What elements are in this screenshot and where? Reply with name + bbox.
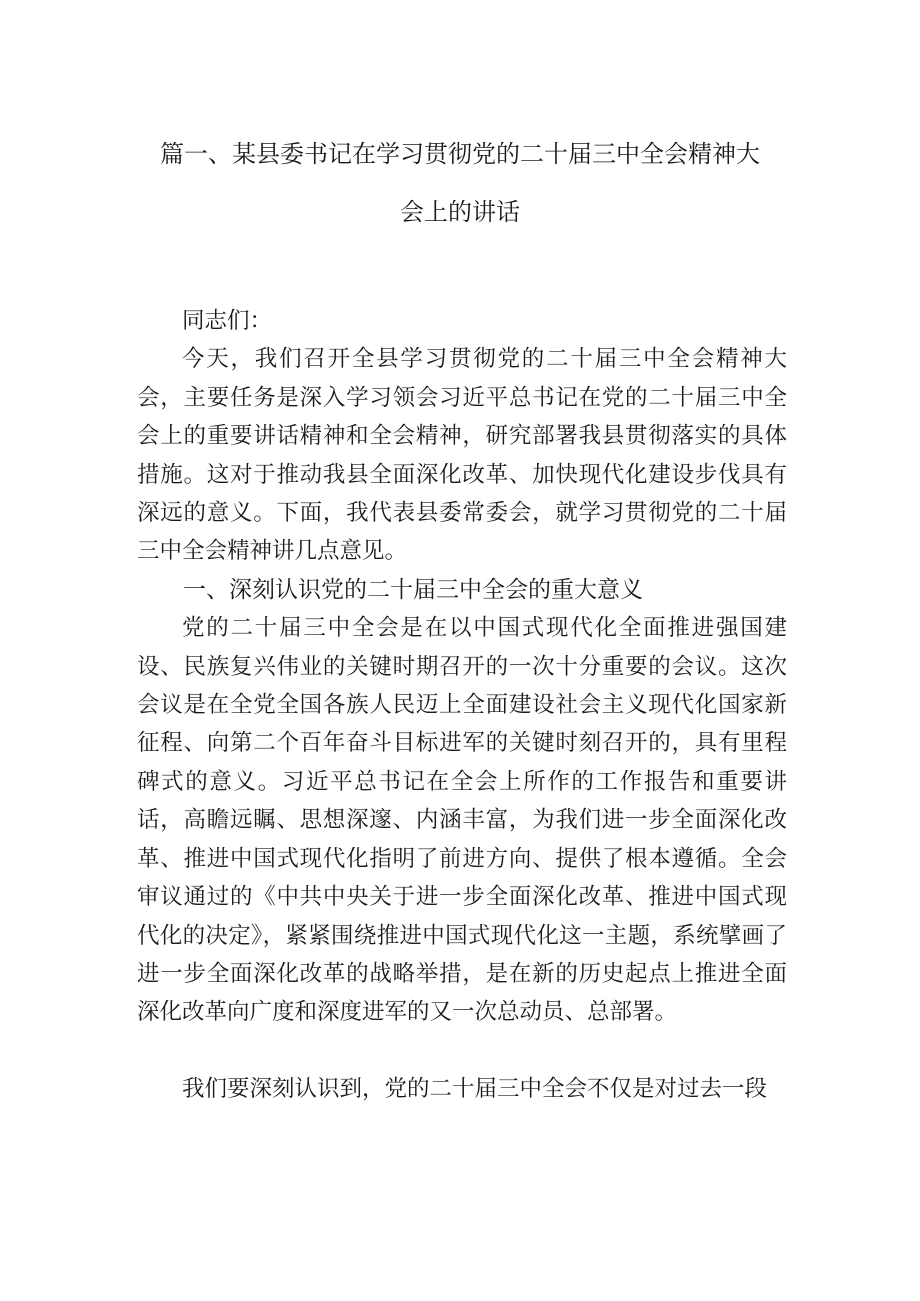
paragraph-continuation: 我们要深刻认识到，党的二十届三中全会不仅是对过去一段 xyxy=(182,1075,768,1102)
greeting: 同志们： xyxy=(182,308,273,334)
document-title-line2: 会上的讲话 xyxy=(400,198,520,226)
document-body xyxy=(137,302,787,1108)
section-heading-1: 一、深刻认识党的二十届三中全会的重大意义 xyxy=(183,576,643,603)
paragraph-intro: 今天，我们召开全县学习贯彻党的二十届三中全会精神大会，主要任务是深入学习领会习近平总书记在党的二十届三中全会上的重要讲话精神和全会精神，研究部署我县贯彻落实的具体措施。这对于推动我县全面深化改革、加快现代化建设步伐具有深远的意义。下面，我代表县委常委会，就学习贯彻党的二十届三中全会精神讲几点意见。 xyxy=(137,346,787,565)
paragraph-significance: 党的二十届三中全会是在以中国式现代化全面推进强国建设、民族复兴伟业的关键时期召开的一次十分重要的会议。这次会议是在全党全国各族人民迈上全面建设社会主义现代化国家新征程、向第二个百年奋斗目标进军的关键时刻召开的，具有里程碑式的意义。习近平总书记在全会上所作的工作报告和重要讲话，高瞻远瞩、思想深邃、内涵丰富，为我们进一步全面深化改革、推进中国式现代化指明了前进方向、提供了根本遵循。全会审议通过的《中共中央关于进一步全面深化改革、推进中国式现代化的决定》，紧紧围绕推进中国式现代化这一主题，系统擘画了进一步全面深化改革的战略举措，是在新的历史起点上推进全面深化改革向广度和深度进军的又一次总动员、总部署。 xyxy=(137,615,787,1026)
document-title-line1: 篇一、某县委书记在学习贯彻党的二十届三中全会精神大 xyxy=(160,140,760,168)
